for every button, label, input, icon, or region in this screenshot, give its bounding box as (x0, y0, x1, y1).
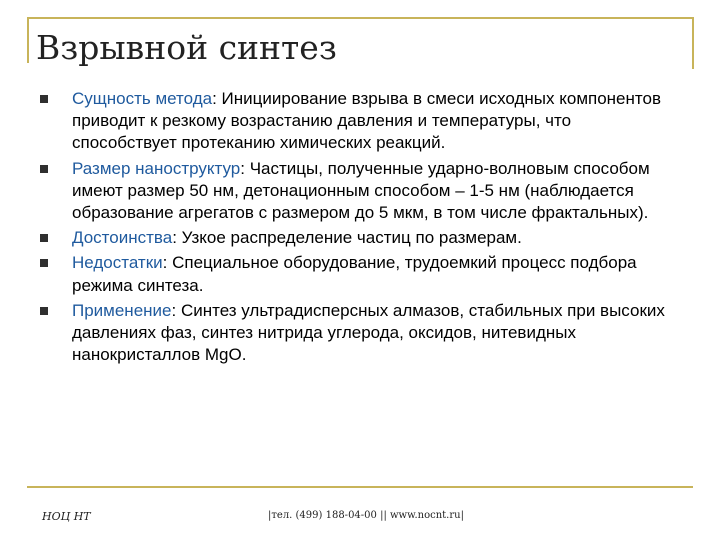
bullet-text: : Частицы, полученные ударно-волновым способом имеют размер 50 нм, детонационным способом – 1-5 нм (наблюдается образование агрегатов с размером до 5 мкм, в том числе фрактальных). (72, 158, 650, 223)
frame-right-line (692, 17, 694, 69)
bullet-list (40, 88, 680, 369)
bullet-term: Достоинства (72, 228, 173, 248)
square-bullet-icon (40, 307, 48, 315)
bullet-term: Сущность метода (72, 89, 213, 108)
square-bullet-icon (40, 259, 48, 267)
slide-title: Взрывной синтез (36, 28, 337, 67)
bullet-term: Недостатки (72, 253, 163, 273)
frame-top-line (27, 17, 693, 19)
footer-divider (27, 486, 693, 488)
square-bullet-icon (40, 234, 48, 242)
bullet-term: Применение (72, 300, 172, 320)
square-bullet-icon (40, 165, 48, 173)
bullet-text: : Узкое распределение частиц по размерам. (172, 228, 522, 248)
bullet-term: Размер наноструктур (72, 158, 241, 178)
footer-organization: НОЦ НТ (42, 510, 91, 523)
bullet-text: : Инициирование взрыва в смеси исходных компонентов приводит к резкому возрастанию давления и температуры, что способствует протеканию химических реакций. (72, 89, 661, 153)
bullet-item (40, 252, 680, 296)
bullet-text: : Синтез ультрадисперсных алмазов, стабильных при высоких давлениях фаз, синтез нитрида углерода, оксидов, нитевидных нанокристаллов MgO. (72, 300, 665, 365)
square-bullet-icon (40, 95, 48, 103)
bullet-item (40, 158, 680, 225)
bullet-item (40, 227, 680, 249)
frame-left-line (27, 17, 29, 63)
bullet-item (40, 88, 680, 155)
footer-contact: |тел. (499) 188-04-00 || www.nocnt.ru| (268, 510, 464, 521)
bullet-item (40, 300, 680, 367)
bullet-text: : Специальное оборудование, трудоемкий процесс подбора режима синтеза. (72, 253, 637, 295)
